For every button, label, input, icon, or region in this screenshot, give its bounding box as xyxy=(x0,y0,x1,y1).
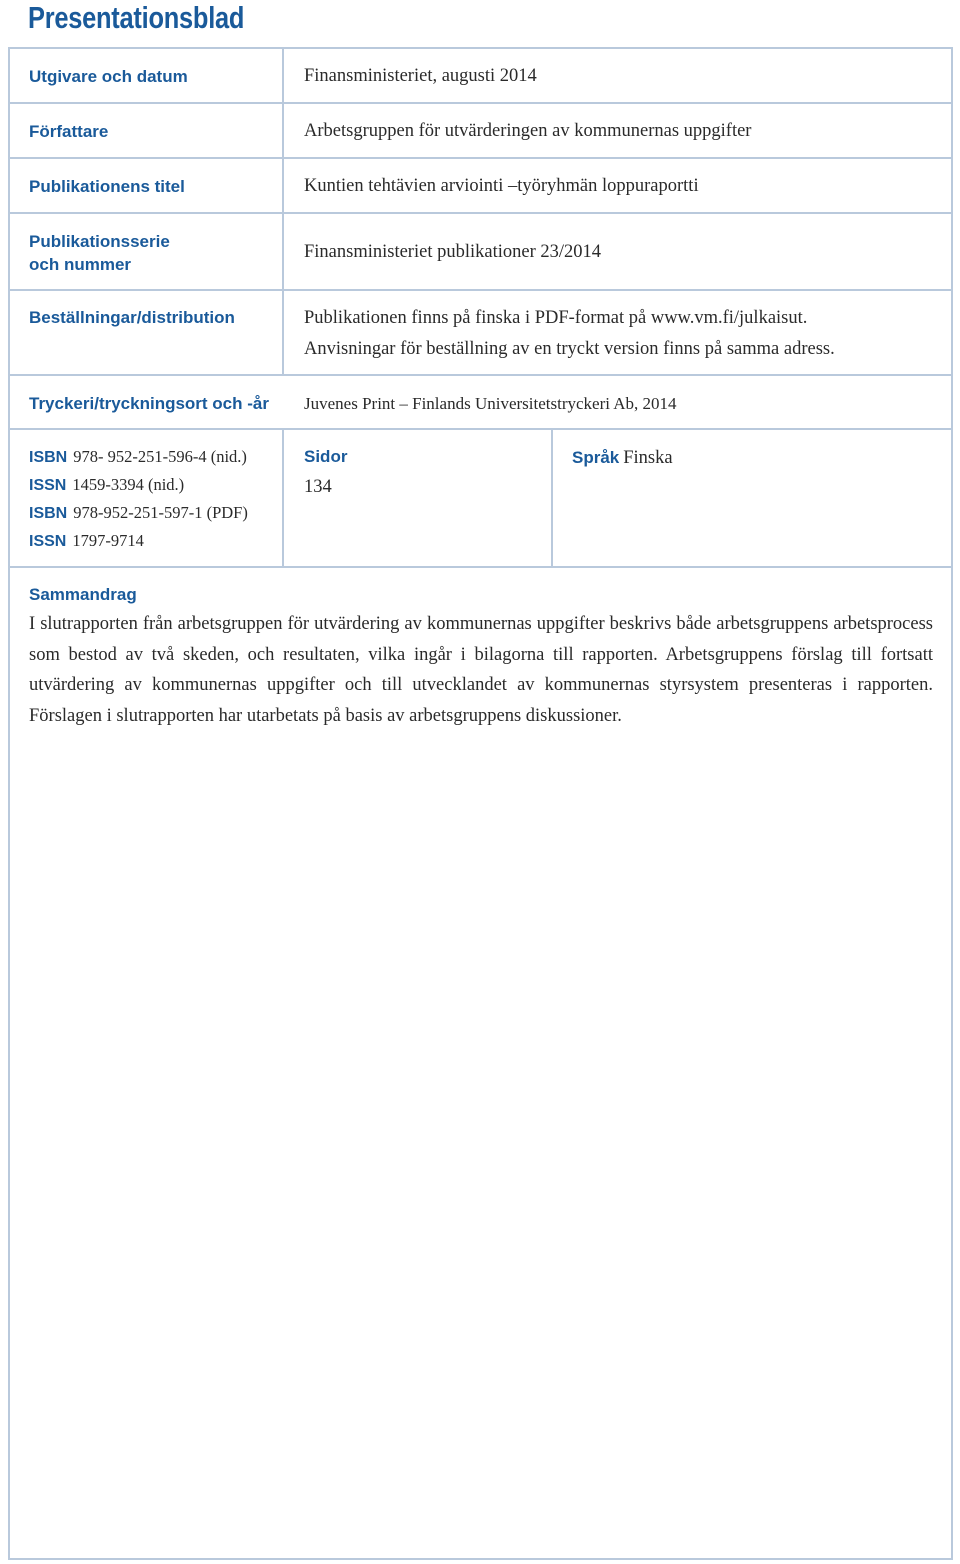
distribution-value-line1: Publikationen finns på finska i PDF-format på www.vm.fi/julkaisut. xyxy=(304,308,808,328)
pages-label: Sidor xyxy=(304,447,348,466)
divider xyxy=(8,157,953,159)
column-divider xyxy=(282,428,284,568)
form-frame xyxy=(8,47,953,1560)
divider xyxy=(8,374,953,376)
language-field xyxy=(572,442,673,474)
identifier-value: 978-952-251-597-1 (PDF) xyxy=(73,503,248,522)
divider xyxy=(8,102,953,104)
identifier-row xyxy=(29,445,247,470)
identifier-row xyxy=(29,501,248,526)
summary-label: Sammandrag xyxy=(29,585,137,604)
printer-label: Tryckeri/tryckningsort och -år xyxy=(29,394,269,413)
printer-value: Juvenes Print – Finlands Universitetstryckeri Ab, 2014 xyxy=(304,394,677,413)
identifier-key: ISBN xyxy=(29,505,68,522)
language-value: Finska xyxy=(623,448,673,468)
identifier-row xyxy=(29,529,144,554)
publication-title-value: Kuntien tehtävien arviointi –työryhmän loppuraportti xyxy=(304,176,699,196)
identifier-key: ISSN xyxy=(29,533,67,550)
page-title: Presentationsblad xyxy=(28,0,245,35)
identifier-row xyxy=(29,473,184,498)
author-label: Författare xyxy=(29,122,109,141)
distribution-label: Beställningar/distribution xyxy=(29,308,235,327)
series-label-line2: och nummer xyxy=(29,255,132,274)
publisher-label: Utgivare och datum xyxy=(29,67,188,86)
publisher-value: Finansministeriet, augusti 2014 xyxy=(304,66,537,86)
divider xyxy=(8,566,953,568)
divider xyxy=(8,289,953,291)
identifier-key: ISSN xyxy=(29,477,67,494)
author-value: Arbetsgruppen för utvärderingen av kommunernas uppgifter xyxy=(304,121,752,141)
column-divider xyxy=(551,428,553,568)
identifier-value: 1797-9714 xyxy=(72,531,144,550)
identifier-key: ISBN xyxy=(29,449,68,466)
series-label-line1: Publikationsserie xyxy=(29,232,170,251)
identifier-value: 1459-3394 (nid.) xyxy=(72,475,185,494)
language-label: Språk xyxy=(572,448,620,467)
series-value: Finansministeriet publikationer 23/2014 xyxy=(304,242,601,262)
divider xyxy=(8,428,953,430)
column-divider xyxy=(282,47,284,376)
pages-value: 134 xyxy=(304,477,332,497)
distribution-value-line2: Anvisningar för beställning av en tryckt version finns på samma adress. xyxy=(304,339,835,359)
identifier-value: 978- 952-251-596-4 (nid.) xyxy=(73,447,247,466)
publication-title-label: Publikationens titel xyxy=(29,177,185,196)
divider xyxy=(8,212,953,214)
summary-text: I slutrapporten från arbetsgruppen för utvärdering av kommunernas uppgifter beskrivs både arbetsgruppens arbetsprocess som bestod av två skeden, och resultaten, vilka ingår i bilagorna till rapporten. Arbetsgruppens förslag till fortsatt utvärdering av kommunernas uppgifter och till utvecklandet av kommunernas styrsystem presenteras i rapporten. Förslagen i slutrapporten har utarbetats på basis av arbetsgruppens diskussioner. xyxy=(29,614,933,726)
